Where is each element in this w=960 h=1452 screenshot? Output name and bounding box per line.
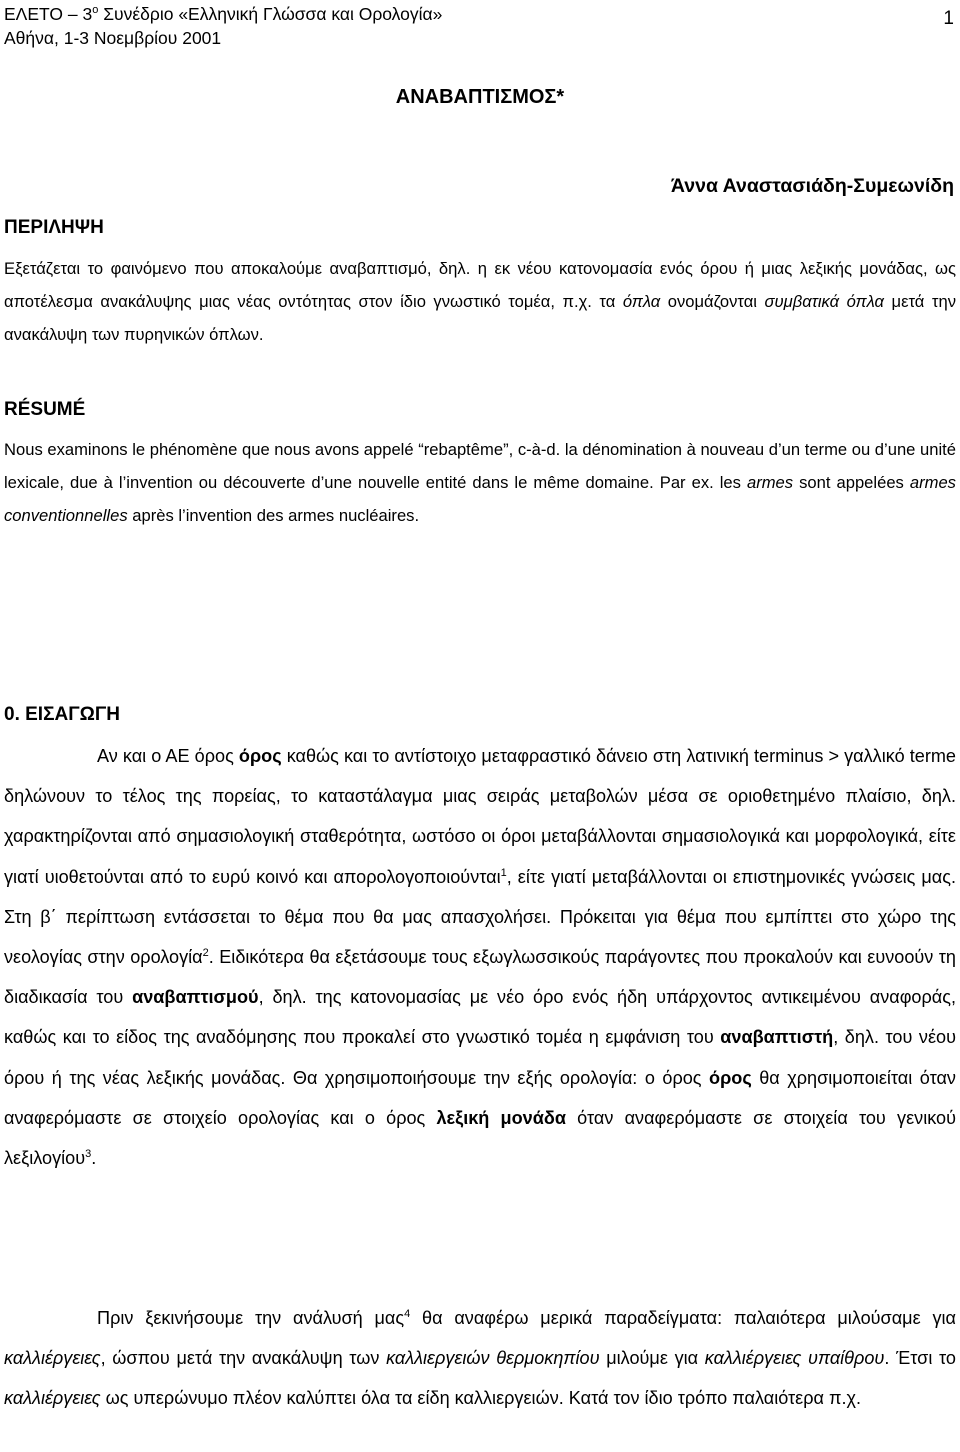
header-conference-prefix: ΕΛΕΤΟ – 3 <box>4 4 93 24</box>
summary-paragraph: Εξετάζεται το φαινόμενο που αποκαλούμε αναβαπτισμό, δηλ. η εκ νέου κατονομασία ενός όρου ή μιας λεξικής μονάδας, ως αποτέλεσμα ανακάλυψης μιας νέας οντότητας στον ίδιο γνωστικό τομέα, π.χ. τα όπλα ονομάζονται συμβατικά όπλα μετά την ανακάλυψη των πυρηνικών όπλων. <box>4 259 956 344</box>
author-name: Άννα Αναστασιάδη-Συμεωνίδη <box>670 175 954 197</box>
introduction-paragraph-1: Αν και ο ΑΕ όρος όρος καθώς και το αντίστοιχο μεταφραστικό δάνειο στη λατινική terminus > γαλλικό terme δηλώνουν το τέλος της πορείας, το καταστάλαγμα μιας σειράς μεταβολών μέσα σε οριοθετημένο πλαίσιο, δηλ. χαρακτηρίζονται από σημασιολογική σταθερότητα, ωστόσο οι όροι μεταβάλλονται σημασιολογικά και μορφολογικά, είτε γιατί υιοθετούνται από το ευρύ κοινό και απορολογοποιούνται$^1$, είτε γιατί μεταβάλλονται οι επιστημονικές γνώσεις μας. Στη β΄ περίπτωση εντάσσεται το θέμα που θα μας απασχολήσει. Πρόκειται για θέμα που εμπίπτει στο χώρο της νεολογίας στην ορολογία$^2$. Ειδικότερα θα εξετάσουμε τους εξωγλωσσικούς παράγοντες που προκαλούν και ευνοούν τη διαδικασία του αναβαπτισμού, δηλ. της κατονομασίας με νέο όρο ενός ήδη υπάρχοντος αντικειμένου αναφοράς, καθώς και το είδος της αναδόμησης που προκαλεί στο γνωστικό τομέα η εμφάνιση του αναβαπτιστή, δηλ. του νέου όρου ή της νέας λεξικής μονάδας. Θα χρησιμοποιήσουμε την εξής ορολογία: ο όρος όρος θα χρησιμοποιείται όταν αναφερόμαστε σε στοιχείο ορολογίας και ο όρος λεξική μονάδα όταν αναφερόμαστε σε στοιχεία του γενικού λεξιλογίου$^3$. <box>4 746 956 1169</box>
paper-title: ΑΝΑΒΑΠΤΙΣΜΟΣ* <box>395 86 565 108</box>
footnote-ref-3[interactable]: 3 <box>85 1148 92 1160</box>
running-header <box>4 2 442 50</box>
footnote-ref-1[interactable]: 1 <box>500 866 507 879</box>
header-conference-name: Συνέδριο «Ελληνική Γλώσσα και Ορολογία» <box>98 4 443 24</box>
introduction-heading: 0. ΕΙΣΑΓΩΓΗ <box>4 704 120 725</box>
footnote-ref-2[interactable]: 2 <box>202 946 209 959</box>
summary-heading: ΠΕΡΙΛΗΨΗ <box>4 217 104 238</box>
header-date-line: Αθήνα, 1-3 Νοεμβρίου 2001 <box>4 28 222 48</box>
introduction-paragraph-2: Πριν ξεκινήσουμε την ανάλυσή μας$^4$ θα αναφέρω μερικά παραδείγματα: παλαιότερα μιλούσαμε για καλλιέργειες, ώσπου μετά την ανακάλυψη των καλλιεργειών θερμοκηπίου μιλούμε για καλλιέργειες υπαίθρου. Έτσι το καλλιέργειες ως υπερώνυμο πλέον καλύπτει όλα τα είδη καλλιεργειών. Κατά τον ίδιο τρόπο παλαιότερα π.χ. <box>4 1307 956 1409</box>
footnote-ref-4[interactable]: 4 <box>404 1307 411 1320</box>
header-ordinal-superscript: ο <box>92 4 99 17</box>
resume-heading: RÉSUMÉ <box>4 399 86 420</box>
resume-paragraph: Nous examinons le phénomène que nous avons appelé “rebaptême”, c-à-d. la dénomination à nouveau d’un terme ou d’une unité lexicale, due à l’invention ou découverte d’une nouvelle entité dans le même domaine. Par ex. les armes sont appelées armes conventionnelles après l’invention des armes nucléaires. <box>4 440 957 525</box>
page-number: 1 <box>943 8 954 29</box>
header-conference-line <box>4 2 442 26</box>
